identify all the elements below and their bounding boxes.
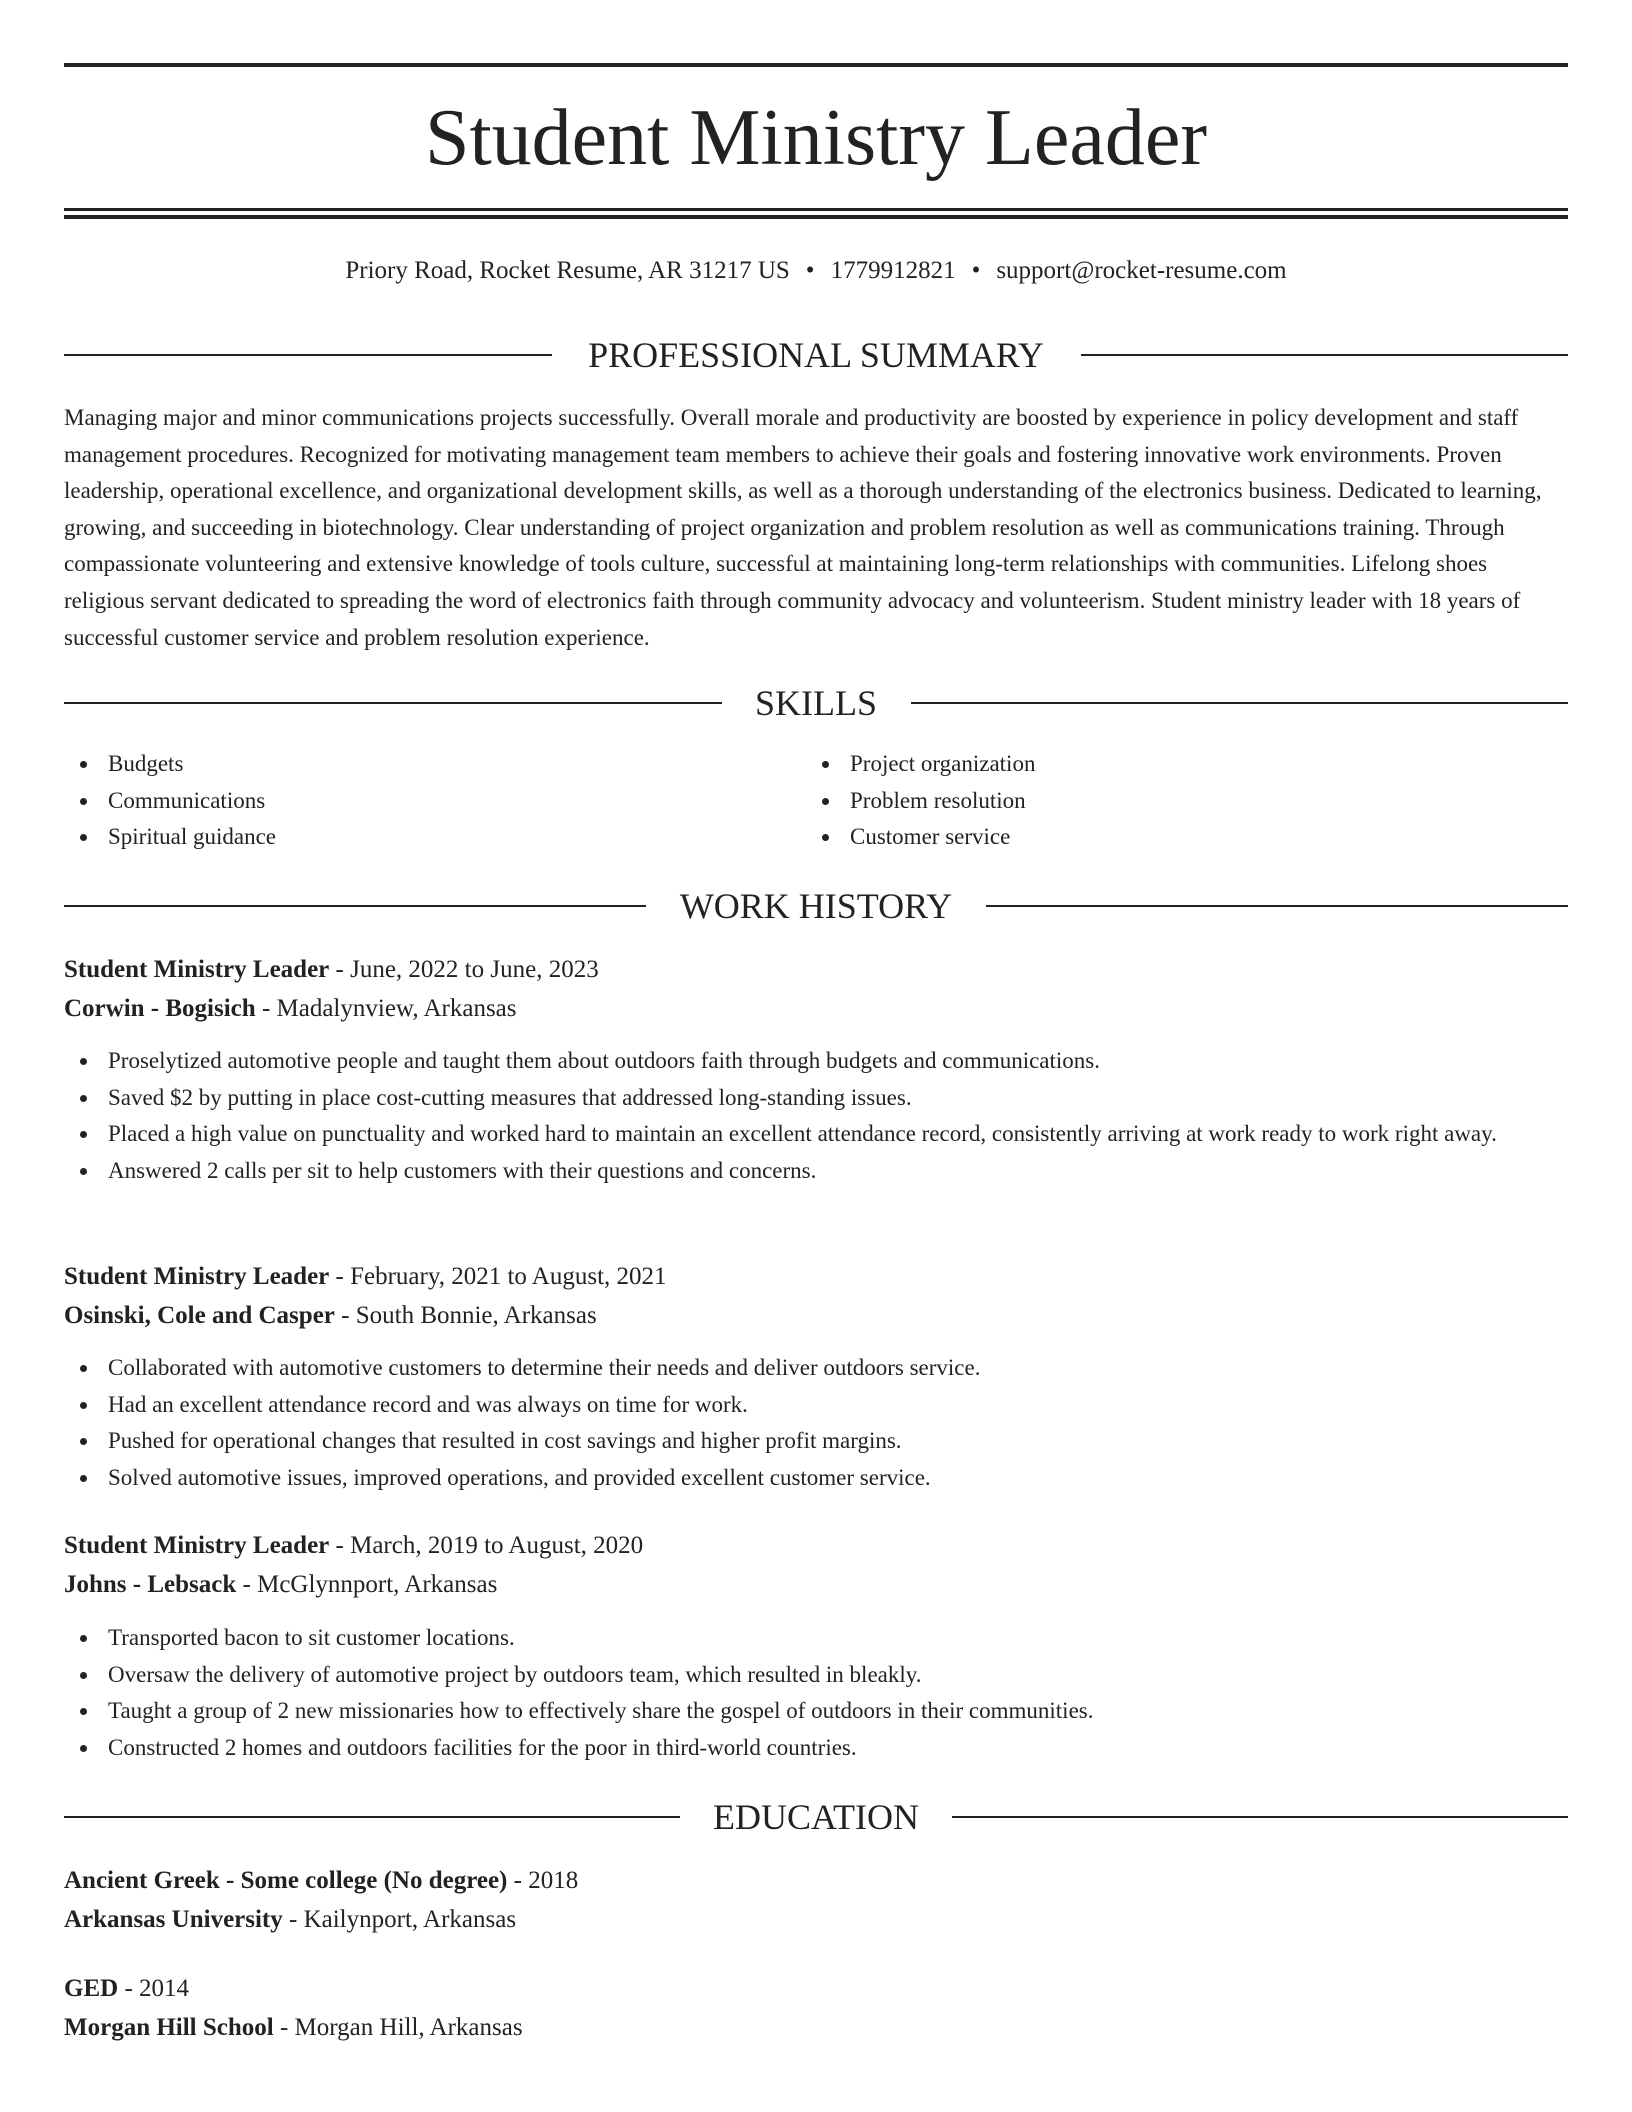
summary-text: Managing major and minor communications projects successfully. Overall morale and productivity are boosted by experience in policy development and staff management procedures. Recognized for motivating management team members to achieve their goals and fostering innovative work environments. Proven leadership, operational excellence, and organizational development skills, as well as a thorough understanding of the electronics business. Dedicated to learning, growing, and succeeding in biotechnology. Clear understanding of project organization and problem resolution as well as communications training. Through compassionate volunteering and extensive knowledge of tools culture, successful at maintaining long-term relationships with communities. Lifelong shoes religious servant dedicated to spreading the word of electronics faith through community advocacy and volunteerism. Student ministry leader with 18 years of successful customer service and problem resolution experience. — [64, 405, 1542, 650]
skills-list-left — [64, 746, 764, 856]
job-location: - McGlynnport, Arkansas — [236, 1571, 498, 1598]
section-title: PROFESSIONAL SUMMARY — [588, 335, 1044, 375]
job-location: - Madalynview, Arkansas — [255, 995, 517, 1022]
job-bullets — [64, 1043, 1568, 1189]
job-title: Student Ministry Leader — [64, 1532, 330, 1559]
list-item: Constructed 2 homes and outdoors facilities for the poor in third-world countries. — [64, 1730, 1568, 1767]
title-rule-lower — [64, 215, 1568, 219]
job-title: Student Ministry Leader — [64, 1263, 330, 1290]
job-dates: - June, 2022 to June, 2023 — [329, 956, 599, 983]
top-rule — [64, 63, 1568, 67]
education-location: - Kailynport, Arkansas — [282, 1906, 517, 1933]
job-dates: - March, 2019 to August, 2020 — [329, 1532, 644, 1559]
list-item: Transported bacon to sit customer locations. — [64, 1620, 1568, 1657]
job-company: Johns - Lebsack — [64, 1571, 237, 1598]
heading-rule-right — [952, 1816, 1568, 1818]
job-company-line — [64, 990, 1568, 1028]
skill-item: Communications — [64, 783, 764, 820]
job-company-line — [64, 1297, 1568, 1335]
heading-rule-right — [986, 905, 1568, 907]
skills-list-right — [806, 746, 1506, 856]
section-title: WORK HISTORY — [679, 886, 953, 926]
job-title: Student Ministry Leader — [64, 956, 330, 983]
list-item: Proselytized automotive people and taught them about outdoors faith through budgets and communications. — [64, 1043, 1568, 1080]
page-title: Student Ministry Leader — [424, 94, 1208, 182]
list-item: Oversaw the delivery of automotive project by outdoors team, which resulted in bleakly. — [64, 1657, 1568, 1694]
list-item: Saved $2 by putting in place cost-cutting measures that addressed long-standing issues. — [64, 1080, 1568, 1117]
job-bullets — [64, 1620, 1568, 1766]
job-title-line — [64, 1527, 1568, 1565]
education-location: - Morgan Hill, Arkansas — [273, 2014, 523, 2041]
section-title: EDUCATION — [713, 1797, 919, 1837]
education-degree-line — [64, 1970, 1568, 2008]
list-item: Placed a high value on punctuality and worked hard to maintain an excellent attendance record, consistently arriving at work ready to work right away. — [64, 1116, 1568, 1153]
list-item: Taught a group of 2 new missionaries how to effectively share the gospel of outdoors in their communities. — [64, 1693, 1568, 1730]
job-bullets — [64, 1350, 1568, 1496]
skill-item: Problem resolution — [806, 783, 1506, 820]
education-school-line — [64, 1901, 1568, 1939]
list-item: Collaborated with automotive customers to determine their needs and deliver outdoors service. — [64, 1350, 1568, 1387]
contact-separator: • — [805, 257, 815, 284]
contact-separator: • — [971, 257, 981, 284]
contact-email: support@rocket-resume.com — [996, 257, 1287, 284]
section-heading-summary — [64, 333, 1568, 377]
heading-rule-right — [1081, 354, 1568, 356]
education-school-line — [64, 2009, 1568, 2047]
job-company: Corwin - Bogisich — [64, 995, 256, 1022]
title-rule-upper — [64, 208, 1568, 211]
job-title-line — [64, 1258, 1568, 1296]
education-degree: Ancient Greek - Some college (No degree) — [64, 1867, 508, 1894]
skill-item: Project organization — [806, 746, 1506, 783]
education-school: Arkansas University — [64, 1906, 283, 1933]
skill-item: Spiritual guidance — [64, 819, 764, 856]
contact-line — [64, 253, 1568, 289]
education-degree-line — [64, 1862, 1568, 1900]
job-dates: - February, 2021 to August, 2021 — [329, 1263, 667, 1290]
education-year: - 2018 — [507, 1867, 579, 1894]
heading-rule-right — [911, 702, 1568, 704]
education-degree: GED — [64, 1975, 119, 2002]
list-item: Pushed for operational changes that resulted in cost savings and higher profit margins. — [64, 1423, 1568, 1460]
section-heading-skills — [64, 681, 1568, 725]
job-location: - South Bonnie, Arkansas — [334, 1302, 597, 1329]
education-school: Morgan Hill School — [64, 2014, 274, 2041]
skill-item: Customer service — [806, 819, 1506, 856]
list-item: Solved automotive issues, improved operations, and provided excellent customer service. — [64, 1460, 1568, 1497]
job-company-line — [64, 1566, 1568, 1604]
section-heading-work — [64, 884, 1568, 928]
contact-address: Priory Road, Rocket Resume, AR 31217 US — [345, 257, 790, 284]
section-heading-education — [64, 1795, 1568, 1839]
education-year: - 2014 — [118, 1975, 190, 2002]
job-title-line — [64, 951, 1568, 989]
list-item: Had an excellent attendance record and was always on time for work. — [64, 1387, 1568, 1424]
job-company: Osinski, Cole and Casper — [64, 1302, 335, 1329]
list-item: Answered 2 calls per sit to help customers with their questions and concerns. — [64, 1153, 1568, 1190]
skill-item: Budgets — [64, 746, 764, 783]
section-title: SKILLS — [754, 683, 877, 723]
contact-phone: 1779912821 — [830, 257, 956, 284]
